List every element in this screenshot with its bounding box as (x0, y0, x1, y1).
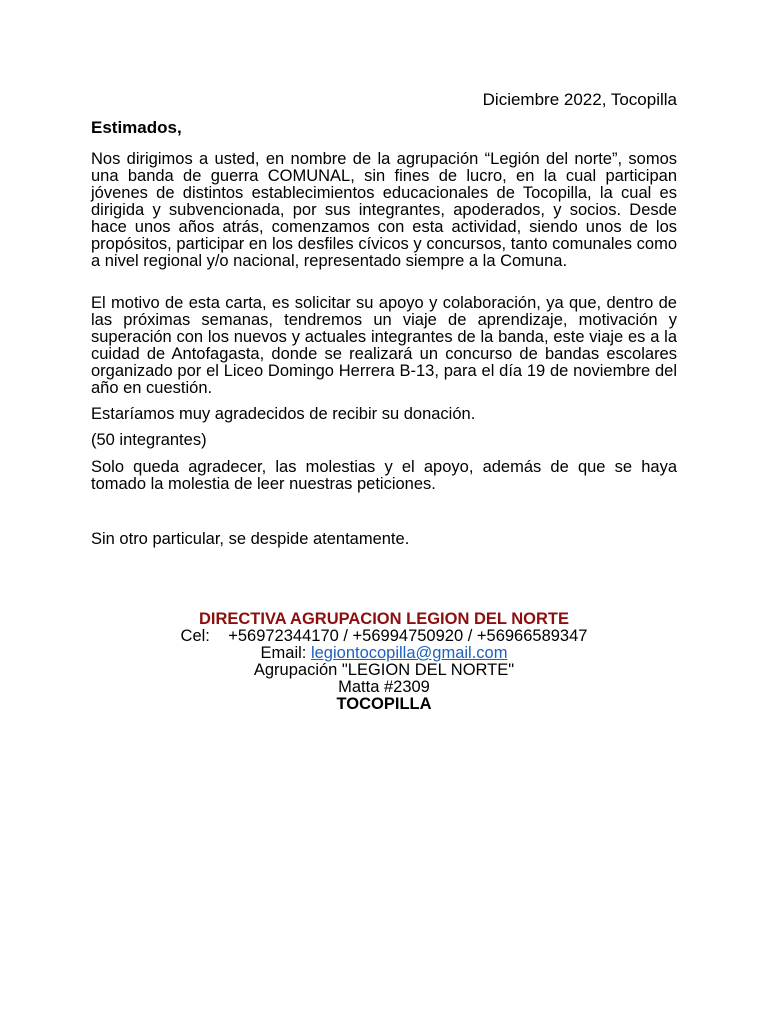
phone-label: Cel: (180, 627, 210, 645)
signature-city: TOCOPILLA (336, 695, 432, 713)
email-label: Email: (260, 644, 307, 662)
signature-title: DIRECTIVA AGRUPACION LEGION DEL NORTE (198, 610, 570, 628)
paragraph-thanks-donation: Estaríamos muy agradecidos de recibir su donación. (91, 405, 476, 423)
signature-group-name: Agrupación "LEGION DEL NORTE" (253, 661, 515, 679)
paragraph-request: El motivo de esta carta, es solicitar su apoyo y colaboración, ya que, dentro de las próximas semanas, tendremos un viaje de aprendizaje, motivación y superación con los nuevos y actuales integrantes de la banda, este viaje es a la cuidad de Antofagasta, donde se realizará un concurso de bandas escolares organizado por el Liceo Domingo Herrera B-13, para el día 19 de noviembre del año en cuestión. (91, 294, 677, 397)
paragraph-member-count: (50 integrantes) (91, 431, 207, 449)
email-link[interactable]: legiontocopilla@gmail.com (310, 644, 508, 662)
signature-email-line (0, 645, 768, 662)
signature-phone-line (0, 628, 768, 645)
paragraph-intro: Nos dirigimos a usted, en nombre de la agrupación “Legión del norte”, somos una banda de guerra COMUNAL, sin fines de lucro, en la cual participan jóvenes de distintos establecimientos educacionales de Tocopilla, la cual es dirigida y subvencionada, por sus integrantes, apoderados, y socios. Desde hace unos años atrás, comenzamos con esta actividad, siendo unos de los propósitos, participar en los desfiles cívicos y concursos, tanto comunales como a nivel regional y/o nacional, representado siempre a la Comuna. (91, 150, 677, 270)
closing-line: Sin otro particular, se despide atentamente. (91, 530, 410, 548)
paragraph-gratitude: Solo queda agradecer, las molestias y el apoyo, además de que se haya tomado la molestia de leer nuestras peticiones. (91, 458, 677, 493)
signature-address: Matta #2309 (338, 678, 430, 696)
signature-block (0, 611, 768, 713)
greeting: Estimados, (91, 118, 182, 137)
phone-numbers: +56972344170 / +56994750920 / +56966589347 (228, 627, 588, 645)
date-line: Diciembre 2022, Tocopilla (482, 90, 677, 109)
